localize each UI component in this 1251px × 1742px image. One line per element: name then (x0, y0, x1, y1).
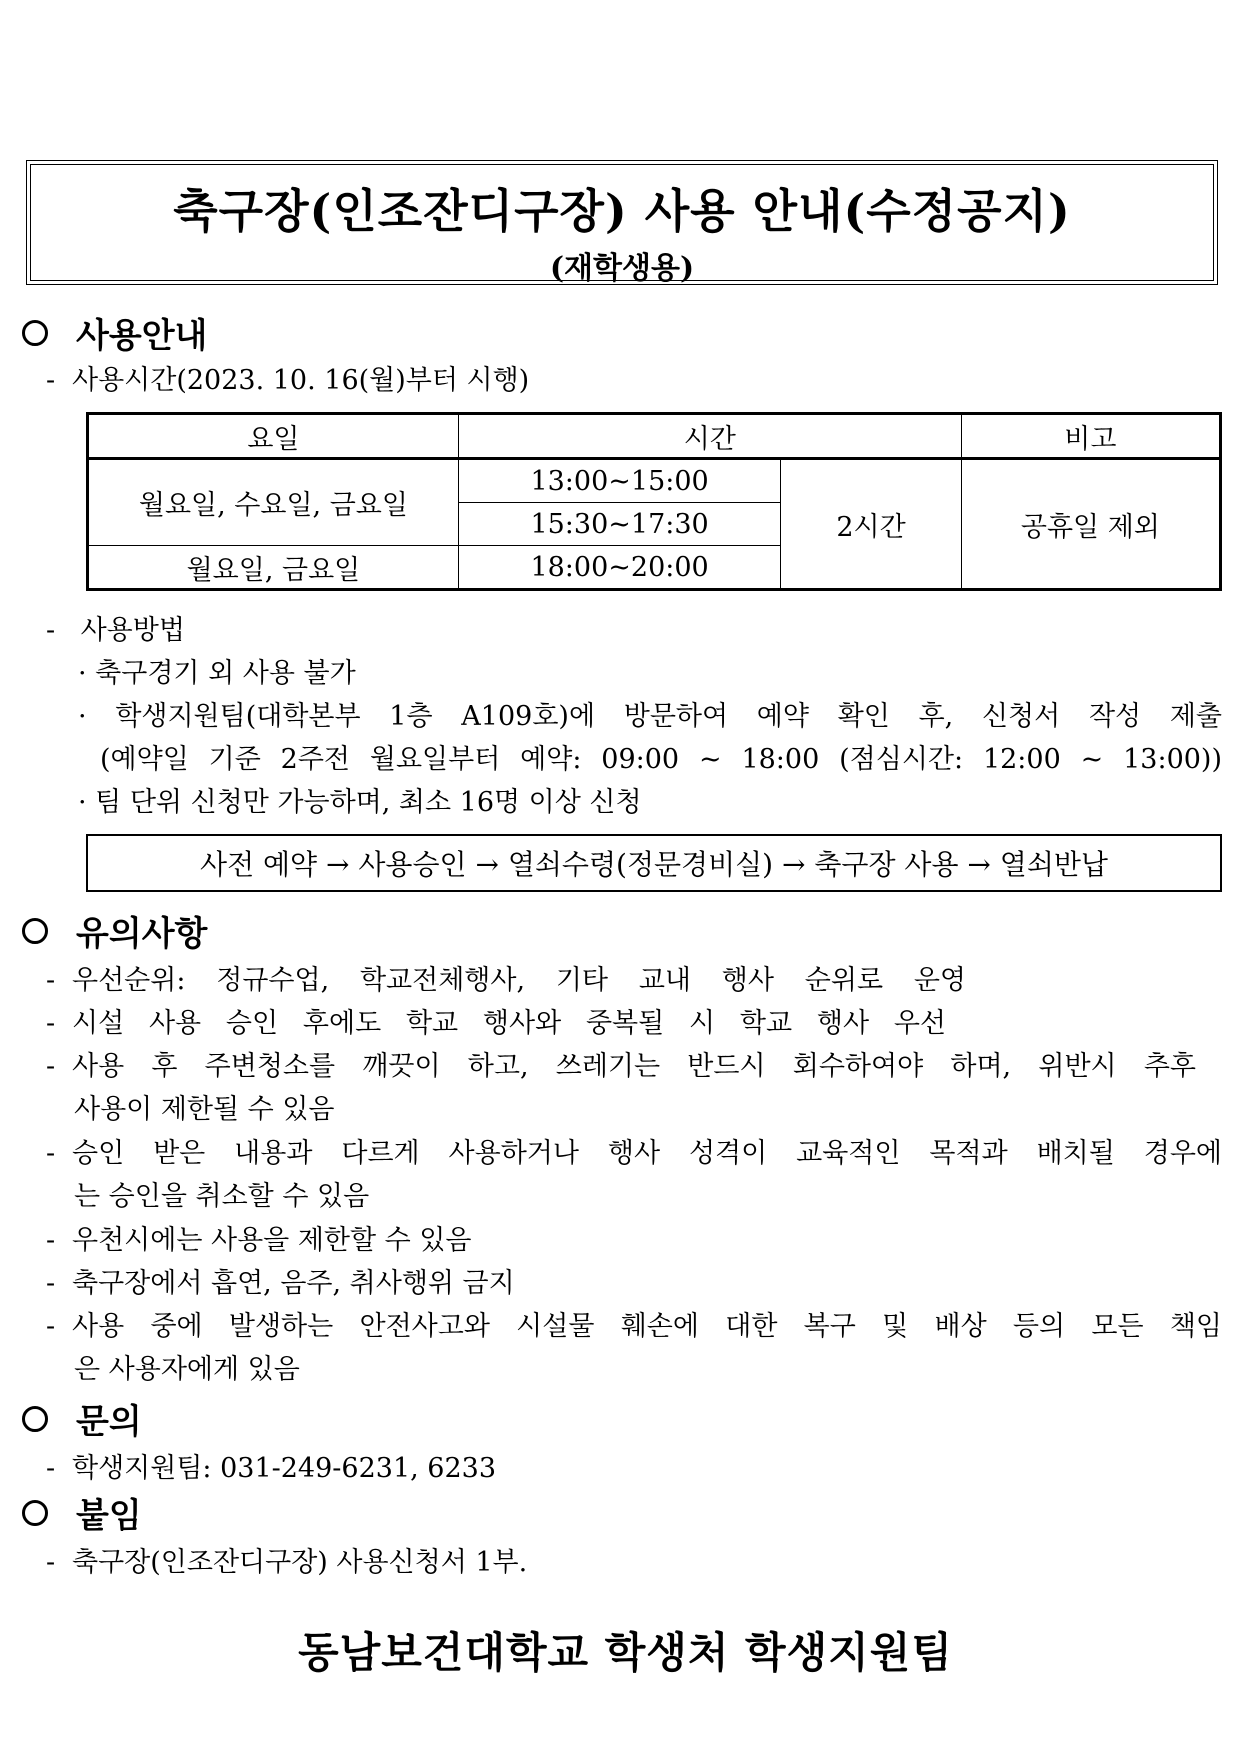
notes-item-cont: 는 승인을 취소할 수 있음 (74, 1181, 370, 1212)
cell-day-mf: 월요일, 금요일 (88, 546, 459, 590)
method-item: · 축구경기 외 사용 불가 (78, 658, 356, 689)
method-item: · 학생지원팀(대학본부 1층 A109호)에 방문하여 예약 확인 후, 신청서 작성 제출 (78, 701, 1222, 732)
method-heading: - 사용방법 (46, 615, 185, 646)
notes-item: - 축구장에서 흡연, 음주, 취사행위 금지 (46, 1268, 515, 1299)
circle-bullet-icon (22, 918, 48, 944)
cell-slot1: 13:00~15:00 (458, 459, 781, 503)
page-subtitle: (재학생용) (549, 251, 695, 286)
usage-time-line: - 사용시간(2023. 10. 16(월)부터 시행) (46, 365, 530, 396)
notes-item: - 시설 사용 승인 후에도 학교 행사와 중복될 시 학교 행사 우선 (46, 1008, 946, 1039)
attachment-line: - 축구장(인조잔디구장) 사용신청서 1부. (46, 1547, 528, 1578)
schedule-table (86, 412, 1222, 591)
section-contact-heading: 문의 (22, 1394, 142, 1443)
notes-item: - 승인 받은 내용과 다르게 사용하거나 행사 성격이 교육적인 목적과 배치될 경우에 (46, 1138, 1222, 1169)
procedure-flow-box: 사전 예약 → 사용승인 → 열쇠수령(정문경비실) → 축구장 사용 → 열쇠반납 (86, 834, 1222, 892)
cell-slot3: 18:00~20:00 (458, 546, 781, 590)
cell-slot2: 15:30~17:30 (458, 503, 781, 546)
circle-bullet-icon (22, 1500, 48, 1526)
header-time: 시간 (458, 414, 961, 459)
section-usage-heading: 사용안내 (22, 308, 207, 357)
page-title: 축구장(인조잔디구장) 사용 안내(수정공지) (173, 184, 1071, 238)
header-note: 비고 (961, 414, 1220, 459)
table-row (88, 459, 1221, 503)
section-attachment-heading: 붙임 (22, 1488, 142, 1537)
circle-bullet-icon (22, 1406, 48, 1432)
issuer-footer: 동남보건대학교 학생처 학생지원팀 (298, 1628, 953, 1677)
cell-day-mwf: 월요일, 수요일, 금요일 (88, 459, 459, 546)
method-item: · 팀 단위 신청만 가능하며, 최소 16명 이상 신청 (78, 787, 642, 818)
cell-duration: 2시간 (781, 459, 961, 590)
section-notes-heading: 유의사항 (22, 906, 207, 955)
circle-bullet-icon (22, 320, 48, 346)
contact-line: - 학생지원팀: 031-249-6231, 6233 (46, 1453, 496, 1484)
notes-item-cont: 은 사용자에게 있음 (74, 1354, 300, 1385)
notes-item: - 우천시에는 사용을 제한할 수 있음 (46, 1225, 472, 1256)
header-day: 요일 (88, 414, 459, 459)
cell-note: 공휴일 제외 (961, 459, 1220, 590)
title-box (26, 160, 1218, 285)
table-header-row (88, 414, 1221, 459)
notes-item: - 우선순위: 정규수업, 학교전체행사, 기타 교내 행사 순위로 운영 (46, 965, 966, 996)
title-inner (30, 164, 1214, 286)
notes-item: - 사용 중에 발생하는 안전사고와 시설물 훼손에 대한 복구 및 배상 등의 모든 책임 (46, 1311, 1222, 1342)
notes-item-cont: 사용이 제한될 수 있음 (74, 1094, 335, 1125)
notes-item: - 사용 후 주변청소를 깨끗이 하고, 쓰레기는 반드시 회수하여야 하며, 위반시 추후 (46, 1051, 1196, 1082)
method-item: (예약일 기준 2주전 월요일부터 예약: 09:00 ~ 18:00 (점심시간: 12:00 ~ 13:00)) (100, 744, 1222, 775)
